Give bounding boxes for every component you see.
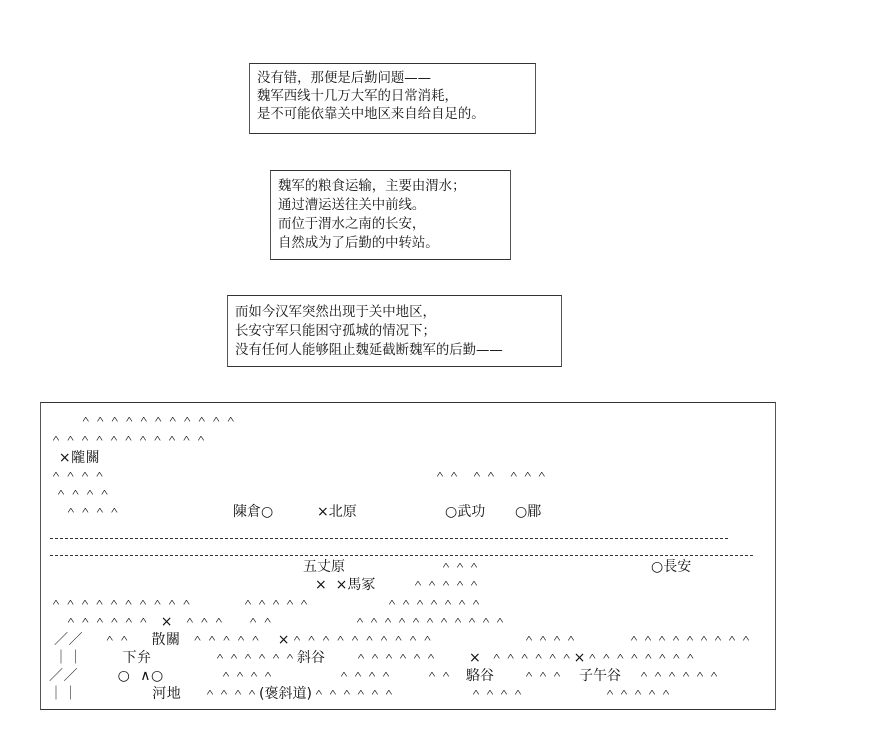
caption-line: 魏军西线十几万大军的日常消耗， xyxy=(257,89,458,104)
place-baoxiedao: ＾＾＾＾(褒斜道)＾＾＾＾＾＾ xyxy=(203,686,396,702)
mountain-row: ＾＾＾＾ xyxy=(49,504,122,520)
place-xiabian-row: ｜｜ 下弁 xyxy=(49,650,152,666)
mountain-row: ＾＾＾＾＾＾ xyxy=(637,668,721,684)
mountain-row: ＾＾＾＾ xyxy=(219,668,275,684)
place-wugong: ○武功 xyxy=(445,504,486,520)
mountain-row: ＾＾＾＾＾＾＾ xyxy=(385,596,483,612)
place-sanguan-row: ／／ ＾＾ 散關 ＾＾＾＾＾ ×＾＾＾＾＾＾＾＾＾＾ xyxy=(49,632,436,648)
caption-line: 长安守军只能困守孤城的情况下； xyxy=(235,324,436,339)
caption-box-2 xyxy=(270,170,511,260)
mountain-row: ＾＾＾＾＾＾＾＾＾＾＾ xyxy=(353,614,507,630)
place-beiyuan: ×北原 xyxy=(317,504,357,520)
mountain-row: ＾＾＾＾＾＾＾＾＾＾＾ xyxy=(49,432,209,448)
place-xiegu: ＾＾＾＾＾＾斜谷 xyxy=(213,650,325,666)
place-luogu: 駱谷 xyxy=(466,668,494,684)
place-chencang: 陳倉○ xyxy=(233,504,274,520)
caption-line: 自然成为了后勤的中转站。 xyxy=(278,236,439,251)
mountain-row: ＾＾＾＾ xyxy=(522,632,578,648)
place-hedi-row: ｜｜ 河地 xyxy=(49,686,182,702)
caption-line: 而位于渭水之南的长安， xyxy=(278,217,426,232)
place-wuzhangyuan: 五丈原 xyxy=(303,559,345,575)
mountain-row: × ＾＾＾＾＾＾×＾＾＾＾＾＾＾＾ xyxy=(469,650,698,666)
caption-line: 魏军的粮食运输，主要由渭水； xyxy=(278,179,466,194)
caption-line: 通过漕运送往关中前线。 xyxy=(278,198,426,213)
wei-river-line xyxy=(50,538,728,539)
place-mei: ○郿 xyxy=(515,504,542,520)
mountain-row: ＾＾＾＾＾ xyxy=(603,686,673,702)
mountain-row: ＾＾＾＾＾ xyxy=(241,596,311,612)
mountain-row: ＾＾＾＾＾ xyxy=(411,577,481,593)
mountain-row: ＾＾＾＾ xyxy=(49,486,112,502)
mountain-row: ＾＾ xyxy=(425,668,453,684)
place-majia: × ×馬冢 xyxy=(315,577,376,593)
mountain-row: ＾＾＾＾ xyxy=(469,686,525,702)
mountain-row: ＾＾＾＾＾＾＾＾＾ xyxy=(627,632,753,648)
caption-line: 而如今汉军突然出现于关中地区， xyxy=(235,305,436,320)
mountain-row: ＾＾＾＾＾＾＾＾＾＾＾ xyxy=(49,413,239,429)
mountain-row: ＾＾＾＾＾＾ xyxy=(354,650,438,666)
caption-line: 是不可能依靠关中地区来自给自足的。 xyxy=(257,107,485,122)
mountain-row: ＾＾＾＾ xyxy=(49,468,107,484)
caption-box-1 xyxy=(249,63,536,134)
caption-box-3 xyxy=(227,295,562,367)
mountain-row: ／／ ○ ∧○ xyxy=(49,668,164,684)
place-ziwugu: 子午谷 xyxy=(579,668,621,684)
caption-line: 没有错，那便是后勤问题—— xyxy=(257,71,432,86)
mountain-row: ＾＾＾ xyxy=(522,668,564,684)
caption-line: 没有任何人能够阻止魏延截断魏军的后勤—— xyxy=(235,343,503,358)
wei-river-line xyxy=(50,555,753,556)
mountain-row: ＾＾＾＾＾＾ × ＾＾＾ ＾＾ xyxy=(49,614,276,630)
mountain-row: ＾＾＾ xyxy=(439,559,481,575)
mountain-row: ＾＾＾＾＾＾＾＾＾＾ xyxy=(49,596,194,612)
guanzhong-map xyxy=(40,402,776,710)
place-longguan: ×隴關 xyxy=(49,450,101,466)
place-changan: ○長安 xyxy=(651,559,692,575)
mountain-row: ＾＾＾＾ xyxy=(337,668,393,684)
mountain-row: ＾＾ ＾＾ ＾＾＾ xyxy=(433,468,549,484)
